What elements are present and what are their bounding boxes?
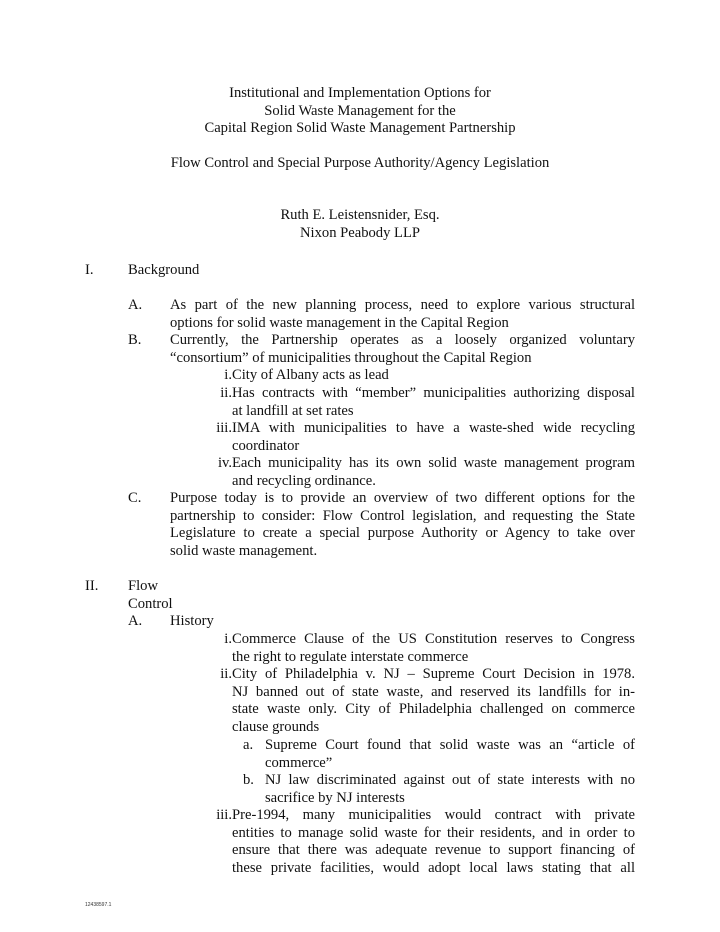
- sub-label: ii.: [220, 385, 232, 401]
- section-title: Background: [128, 262, 200, 278]
- section-number: II.: [85, 578, 99, 594]
- document-page: Institutional and Implementation Options for Solid Waste Management for the Capital Region Solid Waste Management Partnership Flow Control and Special Purpose Authority/Agency Legislation Ruth E. Leistensnider, Esq. Nixon Peabody LLP I. Background A. As part of the new planning process, need to explore various structural options for solid waste management in the Capital Region B. Currently, the Partnership operates as a loosely organized voluntary “consortium” of municipalities throughout the Capital Region i. City of Albany acts as lead ii. Has contracts with “member” municipalities authorizing disposal at landfill at set rates iii. IMA with municipalities to have a waste-shed wide recycling coordinator iv. Each municipality has its own solid waste management program and recycling ordinance. C. Purpose today is to provide an overview of two different options for the partnership to consider: Flow Control legislation, and requesting the State Legislature to create a special purpose Authority or Agency to take over solid waste management. II. Flow Control A. History i. Commerce Clause of the US Constitution reserves to Congress the right to regulate interstate commerce ii. City of Philadelphia v. NJ – Supreme Court Decision in 1978. NJ banned out of state waste, and reserved its landfills for in- state waste only. City of Philadelphia challenged on commerce clause grounds a. Supreme Court found that solid waste was an “article of commerce” b. NJ law discriminated against out of state interests with no sacrifice by NJ interests iii. Pre-1994, many municipalities would contract with private entities to manage solid waste for their residents, and in order to ensure that there was adequate revenue to support financing of these private facilities, would adopt local laws stating that all 12438597.1: [0, 0, 720, 932]
- subsub-label: a.: [243, 737, 254, 753]
- title-line: Capital Region Solid Waste Management Partnership: [204, 120, 516, 137]
- subsub-label: b.: [243, 772, 254, 788]
- item-label: B.: [128, 332, 142, 348]
- sub-label: ii.: [220, 666, 232, 682]
- item-label: A.: [128, 613, 143, 629]
- item-label: C.: [128, 490, 142, 506]
- sub-label: iv.: [217, 455, 232, 471]
- author-firm: Nixon Peabody LLP: [300, 224, 420, 241]
- sub-label: i.: [224, 367, 232, 383]
- sub-label: iii.: [216, 807, 232, 823]
- document-subtitle: Flow Control and Special Purpose Authority/Agency Legislation: [170, 155, 550, 171]
- document-title: [0, 85, 720, 138]
- sub-label: iii.: [216, 420, 232, 436]
- document-id-footer: 12438597.1: [85, 902, 112, 908]
- section-title: Flow Control: [128, 578, 173, 612]
- author-name: Ruth E. Leistensnider, Esq.: [280, 207, 440, 223]
- title-line: Solid Waste Management for the: [264, 102, 456, 119]
- section-number: I.: [85, 262, 94, 278]
- author-block: [0, 207, 720, 242]
- title-line: Institutional and Implementation Options for: [229, 85, 491, 101]
- item-label: A.: [128, 297, 143, 313]
- sub-label: i.: [224, 631, 232, 647]
